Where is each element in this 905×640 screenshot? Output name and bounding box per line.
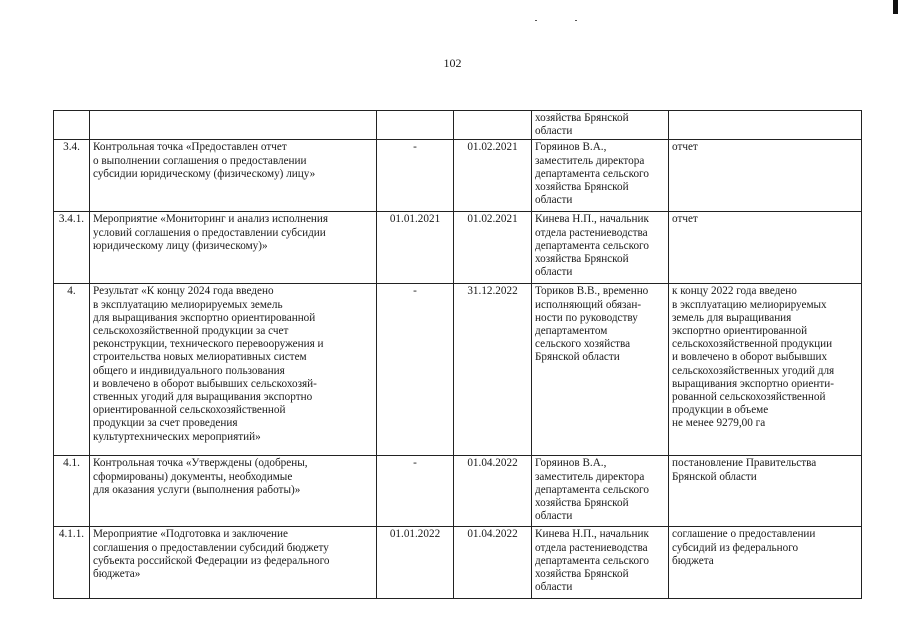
row-result: соглашение о предоставлении субсидий из федерального бюджета: [669, 527, 862, 599]
row-number: 3.4.: [54, 140, 90, 212]
row-start-date: -: [377, 284, 454, 456]
row-result: [669, 111, 862, 140]
page-number: 102: [443, 56, 462, 70]
row-start-date: 01.01.2021: [377, 212, 454, 284]
row-end-date: 01.02.2021: [454, 212, 532, 284]
row-end-date: 01.04.2022: [454, 527, 532, 599]
row-description: Контрольная точка «Предоставлен отчет о выполнении соглашения о предоставлении субсидии юридическому (физическому) лицу»: [90, 140, 377, 212]
scan-edge-mark: [893, 0, 898, 14]
scan-speck: [575, 20, 577, 21]
row-result: отчет: [669, 212, 862, 284]
row-description: Контрольная точка «Утверждены (одобрены, сформированы) документы, необходимые для оказания услуги (выполнения работы)»: [90, 456, 377, 527]
row-responsible: хозяйства Брянской области: [532, 111, 669, 140]
row-number: [54, 111, 90, 140]
row-responsible: Кинева Н.П., начальник отдела растениеводства департамента сельского хозяйства Брянской области: [532, 527, 669, 599]
row-start-date: -: [377, 456, 454, 527]
table-row: [54, 140, 862, 212]
row-description: Мероприятие «Подготовка и заключение соглашения о предоставлении субсидий бюджету субъекта российской Федерации из федерального бюджета»: [90, 527, 377, 599]
row-responsible: Ториков В.В., временно исполняющий обязан- ности по руководству департаментом сельского хозяйства Брянской области: [532, 284, 669, 456]
row-number: 3.4.1.: [54, 212, 90, 284]
table-row: [54, 212, 862, 284]
row-description: Мероприятие «Мониторинг и анализ исполнения условий соглашения о предоставлении субсидии юридическому лицу (физическому)»: [90, 212, 377, 284]
row-number: 4.1.1.: [54, 527, 90, 599]
row-result: к концу 2022 года введено в эксплуатацию мелиорируемых земель для выращивания экспортно ориентированной сельскохозяйственной продукции и вовлечено в оборот выбывших сельскохозяйственных угодий для выращивания экспортно ориенти- рованной сельскохозяйственной продукции в объеме не менее 9279,00 га: [669, 284, 862, 456]
row-start-date: [377, 111, 454, 140]
row-result: постановление Правительства Брянской области: [669, 456, 862, 527]
row-start-date: 01.01.2022: [377, 527, 454, 599]
table-row: [54, 456, 862, 527]
row-end-date: 01.02.2021: [454, 140, 532, 212]
row-responsible: Горяинов В.А., заместитель директора департамента сельского хозяйства Брянской области: [532, 140, 669, 212]
table-row: [54, 111, 862, 140]
plan-table: [53, 110, 862, 599]
table-row: [54, 527, 862, 599]
row-number: 4.1.: [54, 456, 90, 527]
row-start-date: -: [377, 140, 454, 212]
row-end-date: 01.04.2022: [454, 456, 532, 527]
table-row: [54, 284, 862, 456]
row-end-date: [454, 111, 532, 140]
row-description: [90, 111, 377, 140]
row-responsible: Кинева Н.П., начальник отдела растениеводства департамента сельского хозяйства Брянской области: [532, 212, 669, 284]
row-result: отчет: [669, 140, 862, 212]
row-number: 4.: [54, 284, 90, 456]
scan-speck: [535, 20, 537, 21]
row-description: Результат «К концу 2024 года введено в эксплуатацию мелиорируемых земель для выращивания экспортно ориентированной сельскохозяйственной продукции за счет реконструкции, технического перевооружения и строительства новых мелиоративных систем общего и индивидуального пользования и вовлечено в оборот выбывших сельскохозяй- ственных угодий для выращивания экспортно ориентированной сельскохозяйственной продукции за счет проведения культуртехнических мероприятий»: [90, 284, 377, 456]
row-responsible: Горяинов В.А., заместитель директора департамента сельского хозяйства Брянской области: [532, 456, 669, 527]
row-end-date: 31.12.2022: [454, 284, 532, 456]
